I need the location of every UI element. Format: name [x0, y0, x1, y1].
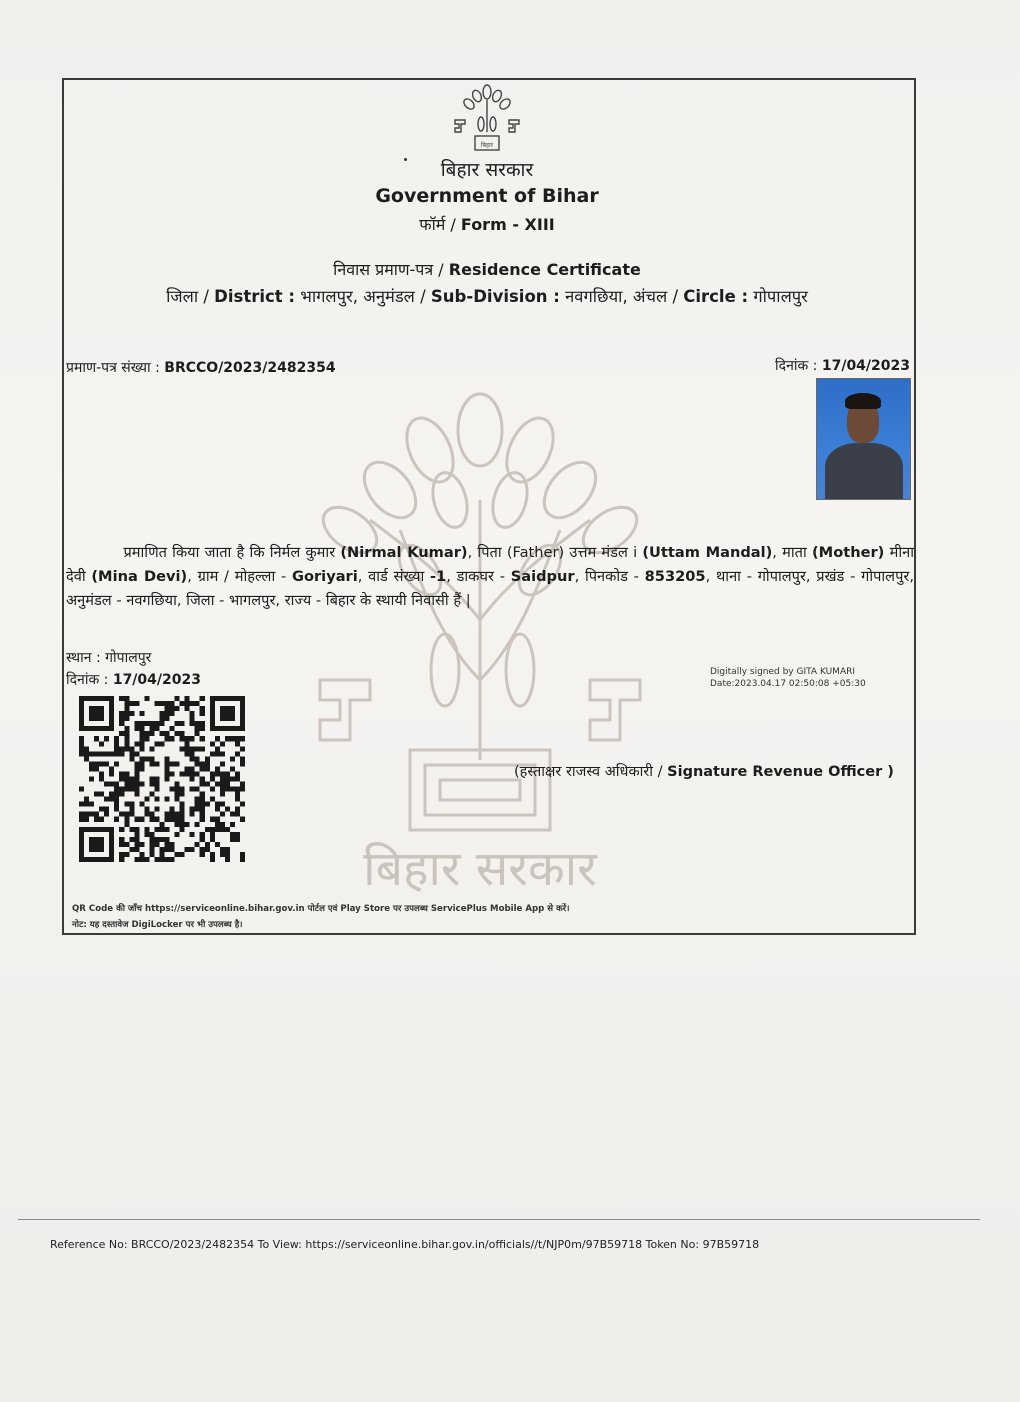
form-number: [62, 213, 912, 235]
place-value: गोपालपुर: [105, 650, 152, 666]
statement-text: उत्तम मंडल i: [564, 544, 643, 561]
subdivision-label: Sub-Division :: [430, 287, 560, 306]
certificate-number-label: प्रमाण-पत्र संख्या :: [66, 360, 165, 376]
certificate-number: [66, 358, 336, 377]
date-label: दिनांक :: [66, 672, 113, 688]
father-name: (Uttam Mandal): [642, 544, 773, 561]
statement-text: , पिनकोड -: [574, 568, 645, 585]
statement-text: प्रमाणित किया जाता है कि निर्मल कुमार: [123, 544, 341, 561]
statement-text: मीना देवी: [66, 544, 914, 585]
issue-date: [775, 356, 910, 375]
village-name: Goriyari: [291, 568, 358, 585]
circle-label: Circle :: [683, 287, 749, 306]
reference-line: Reference No: BRCCO/2023/2482354 To View: https://serviceonline.bihar.gov.in/officials//t/NJP0m/97B59718 Token No: 97B59718: [50, 1238, 760, 1251]
footer-divider: [18, 1219, 980, 1220]
post-office: Saidpur: [510, 568, 575, 585]
signature-label-hindi: (हस्ताक्षर राजस्व अधिकारी /: [514, 764, 668, 780]
form-label-hindi: फॉर्म /: [419, 215, 461, 234]
subdivision-value: नवगछिया, अंचल /: [559, 287, 684, 306]
signature-line: [514, 761, 894, 781]
digital-signature: [710, 666, 866, 690]
logo-text: बिहार: [480, 142, 494, 149]
verification-qr-code[interactable]: [78, 696, 246, 862]
pin-code: 853205: [644, 568, 706, 585]
signature-label-english: Signature Revenue Officer ): [667, 764, 894, 780]
statement-text: , पिता: [467, 544, 507, 561]
certificate-title-english: Residence Certificate: [448, 260, 641, 279]
applicant-photo: [816, 378, 911, 500]
watermark-text: बिहार सरकार: [363, 841, 597, 897]
applicant-name: (Nirmal Kumar): [340, 544, 468, 561]
district-label-hindi: जिला /: [166, 287, 215, 306]
place-label: स्थान :: [66, 650, 106, 666]
jurisdiction-line: [62, 284, 912, 307]
digital-signature-date: Date:2023.04.17 02:50:08 +05:30: [710, 679, 866, 689]
statement-text: , माता: [772, 544, 812, 561]
mother-label: (Mother): [812, 544, 885, 561]
circle-value: गोपालपुर: [748, 287, 808, 306]
ward-number: -1: [429, 568, 447, 585]
district-value: भागलपुर, अनुमंडल /: [295, 287, 431, 306]
date-value: 17/04/2023: [112, 672, 201, 688]
statement-text: , ग्राम / मोहल्ला -: [187, 568, 292, 585]
digilocker-note: नोट: यह दस्तावेज DigiLocker पर भी उपलब्ध है।: [72, 920, 243, 930]
date-line: [66, 669, 201, 691]
mother-name: (Mina Devi): [91, 568, 188, 585]
state-name-hindi: बिहार सरकार: [440, 159, 534, 181]
certificate-title-hindi: निवास प्रमाण-पत्र /: [333, 260, 449, 279]
bihar-emblem-watermark: [300, 380, 660, 900]
district-label: District :: [214, 287, 296, 306]
certificate-title: [62, 258, 912, 280]
certificate-number-value: BRCCO/2023/2482354: [164, 360, 336, 376]
issue-date-value: 17/04/2023: [821, 358, 910, 374]
digital-signature-signer: Digitally signed by GITA KUMARI: [710, 667, 856, 677]
statement-text: , वार्ड संख्या: [357, 568, 430, 585]
form-label-english: Form - XIII: [460, 215, 555, 234]
state-name-english: Government of Bihar: [375, 185, 599, 207]
statement-text: , थाना - गोपालपुर, प्रखंड - गोपालपुर, अनुमंडल - नवगछिया, जिला - भागलपुर, राज्य - बिहार के स्थायी निवासी हैं |: [66, 568, 914, 609]
issue-date-label: दिनांक :: [775, 358, 822, 374]
certificate-statement: [66, 541, 914, 613]
bihar-emblem-logo: [447, 82, 527, 154]
qr-verification-note: QR Code की जाँच https://serviceonline.bihar.gov.in पोर्टल एवं Play Store पर उपलब्ध ServicePlus Mobile App से करें।: [72, 904, 570, 914]
father-label: (Father): [506, 544, 565, 561]
place-line: [66, 647, 201, 669]
statement-text: , डाकघर -: [446, 568, 511, 585]
place-date-block: [66, 647, 201, 691]
